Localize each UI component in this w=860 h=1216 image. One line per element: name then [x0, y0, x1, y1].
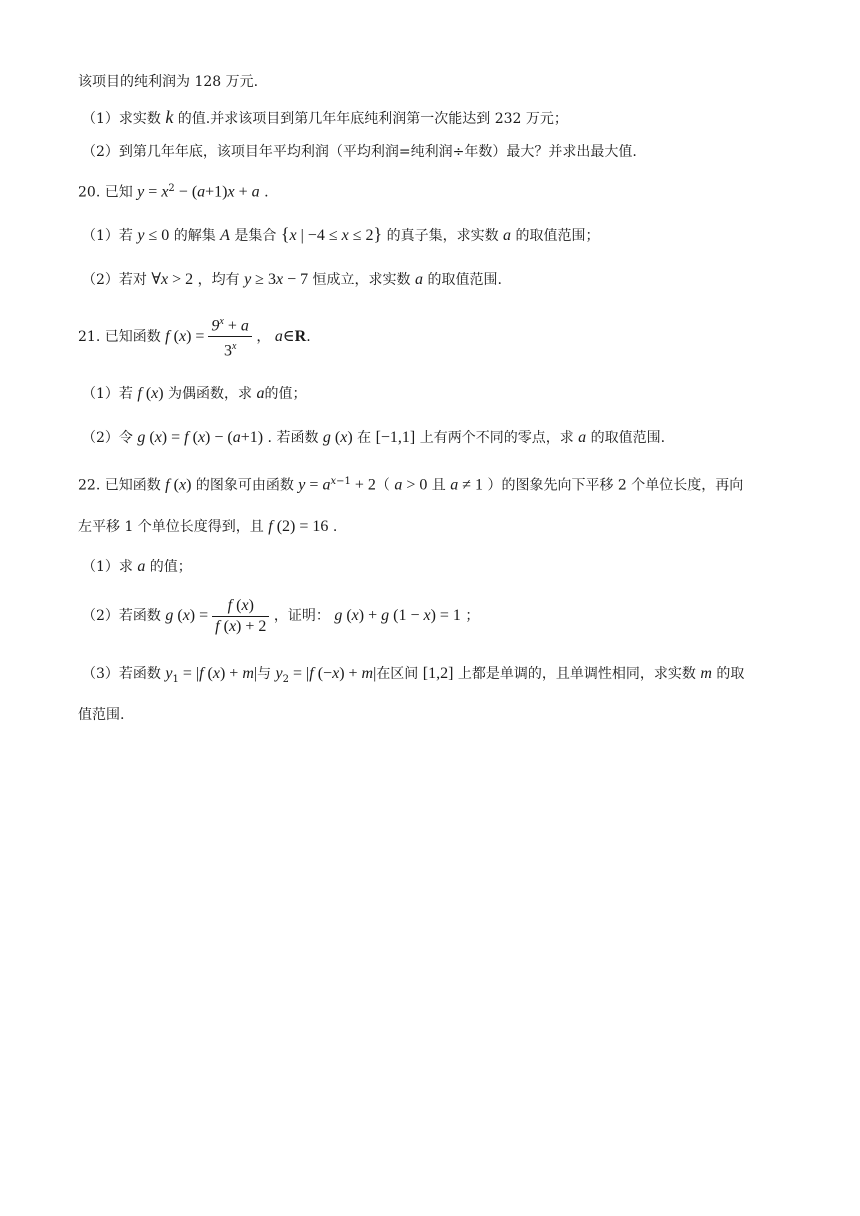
sub-question-20-1: （1）若 y ≤ 0 的解集 A 是集合 {x | −4 ≤ x ≤ 2} 的真子集，求实数 a 的取值范围； — [82, 224, 600, 244]
sub-question-19-1: （1）求实数 k 的值.并求该项目到第几年年底纯利润第一次能达到 232 万元； — [82, 107, 568, 127]
sub-question-22-1: （1）求 a 的值； — [82, 558, 192, 575]
sub-question-20-2: （2）若对 ∀x > 2 ，均有 y ≥ 3x − 7 恒成立，求实数 a 的取值范围. — [82, 271, 502, 288]
fraction: $\frac{9^x + a}{3^x}$ — [208, 312, 251, 362]
question-20: 20. 已知 $y = x^2 - (a+1)x + a$ . — [78, 183, 269, 201]
fraction: $\frac{f (x)}{f (x) + 2}$ — [212, 596, 269, 637]
question-22: 22. 已知函数 f (x) 的图象可由函数 $y = a^{x-1} + 2$（ a > 0 且 a ≠ 1 ）的图象先向下平移 2 个单位长度，再向 — [78, 476, 744, 494]
sub-question-22-3-continued: 值范围. — [78, 707, 125, 723]
sub-question-21-2: （2）令 g (x) = f (x) − (a+1) . 若函数 g (x) 在 [−1,1] 上有两个不同的零点，求 a 的取值范围. — [82, 429, 666, 446]
sub-question-22-2: （2）若函数 g (x) = $\frac{f (x)}{f (x) + 2}$ ，证明： g (x) + g (1 − x) = 1 ； — [82, 596, 480, 635]
text-line-profit: 该项目的纯利润为 128 万元. — [78, 74, 259, 90]
question-22-continued: 左平移 1 个单位长度得到，且 f (2) = 16 . — [78, 518, 338, 535]
sub-question-22-3: （3）若函数 $y_1 = |f$ (x) + m|与 $y_2 = |f$ (−x) + m|在区间 [1,2] 上都是单调的，且单调性相同，求实数 m 的取 — [82, 665, 745, 685]
question-21: 21. 已知函数 f (x) = $\frac{9^x + a}{3^x}$ ， a∈R. — [78, 312, 311, 362]
sub-question-21-1: （1）若 f (x) 为偶函数，求 a的值； — [82, 385, 307, 402]
sub-question-19-2: （2）到第几年年底，该项目年平均利润（平均利润=纯利润÷年数）最大？并求出最大值. — [82, 144, 637, 160]
